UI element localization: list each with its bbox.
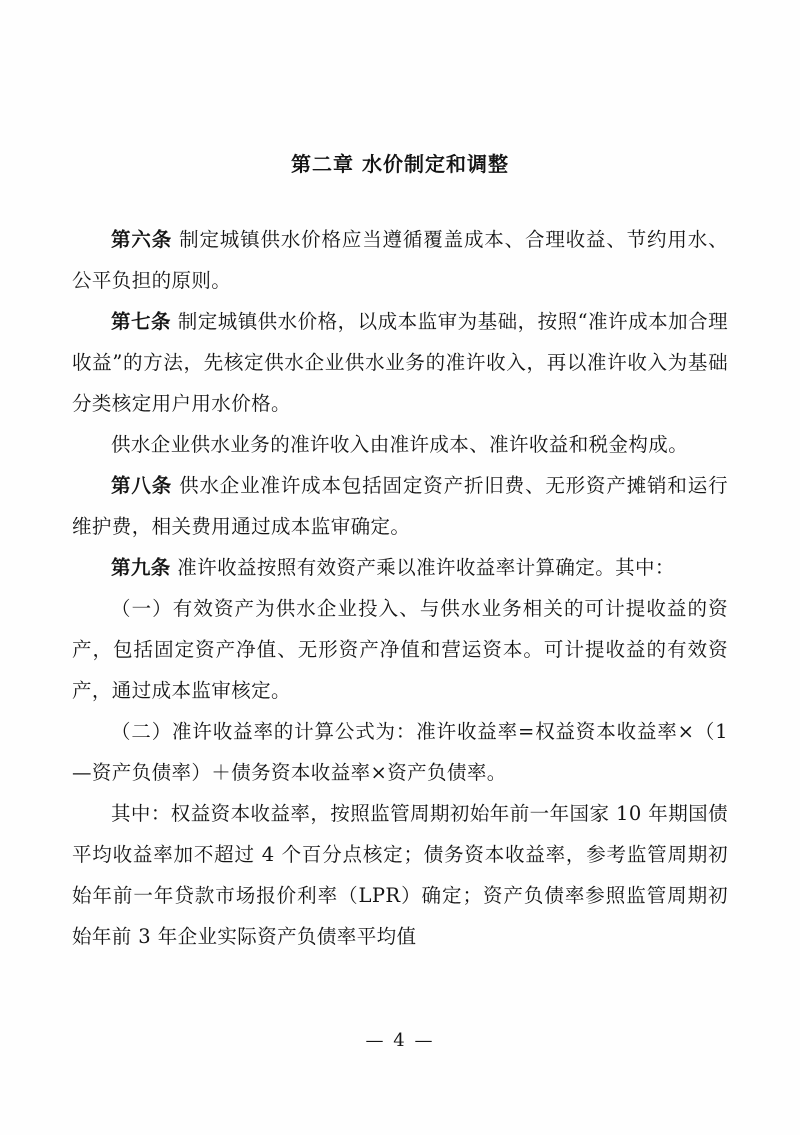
paragraph-text: 制定城镇供水价格，以成本监审为基础，按照“准许成本加合理收益”的方法，先核定供水企业供水业务的准许收入，再以准许收入为基础分类核定用户用水价格。 <box>72 310 728 415</box>
paragraph-text: （二）准许收益率的计算公式为：准许收益率=权益资本收益率×（1—资产负债率）＋债务资本收益率×资产负债率。 <box>72 720 728 784</box>
paragraph <box>72 588 728 711</box>
paragraph-lead: 第八条 <box>111 474 173 497</box>
paragraph-text: 供水企业供水业务的准许收入由准许成本、准许收益和税金构成。 <box>111 433 689 456</box>
page-number: — 4 — <box>365 1030 435 1051</box>
page-footer <box>0 1030 800 1051</box>
paragraph <box>72 711 728 793</box>
paragraph-text: 制定城镇供水价格应当遵循覆盖成本、合理收益、节约用水、公平负担的原则。 <box>72 228 728 292</box>
paragraph-lead: 第六条 <box>111 228 173 251</box>
paragraph <box>72 219 728 301</box>
page-title: 第二章 水价制定和调整 <box>291 152 509 176</box>
paragraph-lead: 第九条 <box>111 556 171 579</box>
paragraph <box>72 424 728 465</box>
paragraph-text: 其中：权益资本收益率，按照监管周期初始年前一年国家 10 年期国债平均收益率加不超过 4 个百分点核定；债务资本收益率，参考监管周期初始年前一年贷款市场报价利率（LPR）确定；资产负债率参照监管周期初始年前 3 年企业实际资产负债率平均值 <box>72 802 728 948</box>
document-body <box>72 219 728 957</box>
paragraph-text: （一）有效资产为供水企业投入、与供水业务相关的可计提收益的资产，包括固定资产净值、无形资产净值和营运资本。可计提收益的有效资产，通过成本监审核定。 <box>72 597 728 702</box>
paragraph-text: 供水企业准许成本包括固定资产折旧费、无形资产摊销和运行维护费，相关费用通过成本监审确定。 <box>72 474 728 538</box>
paragraph <box>72 793 728 957</box>
paragraph-text: 准许收益按照有效资产乘以准许收益率计算确定。其中： <box>170 556 675 579</box>
paragraph-lead: 第七条 <box>111 310 171 333</box>
paragraph <box>72 547 728 588</box>
paragraph <box>72 465 728 547</box>
paragraph <box>72 301 728 424</box>
